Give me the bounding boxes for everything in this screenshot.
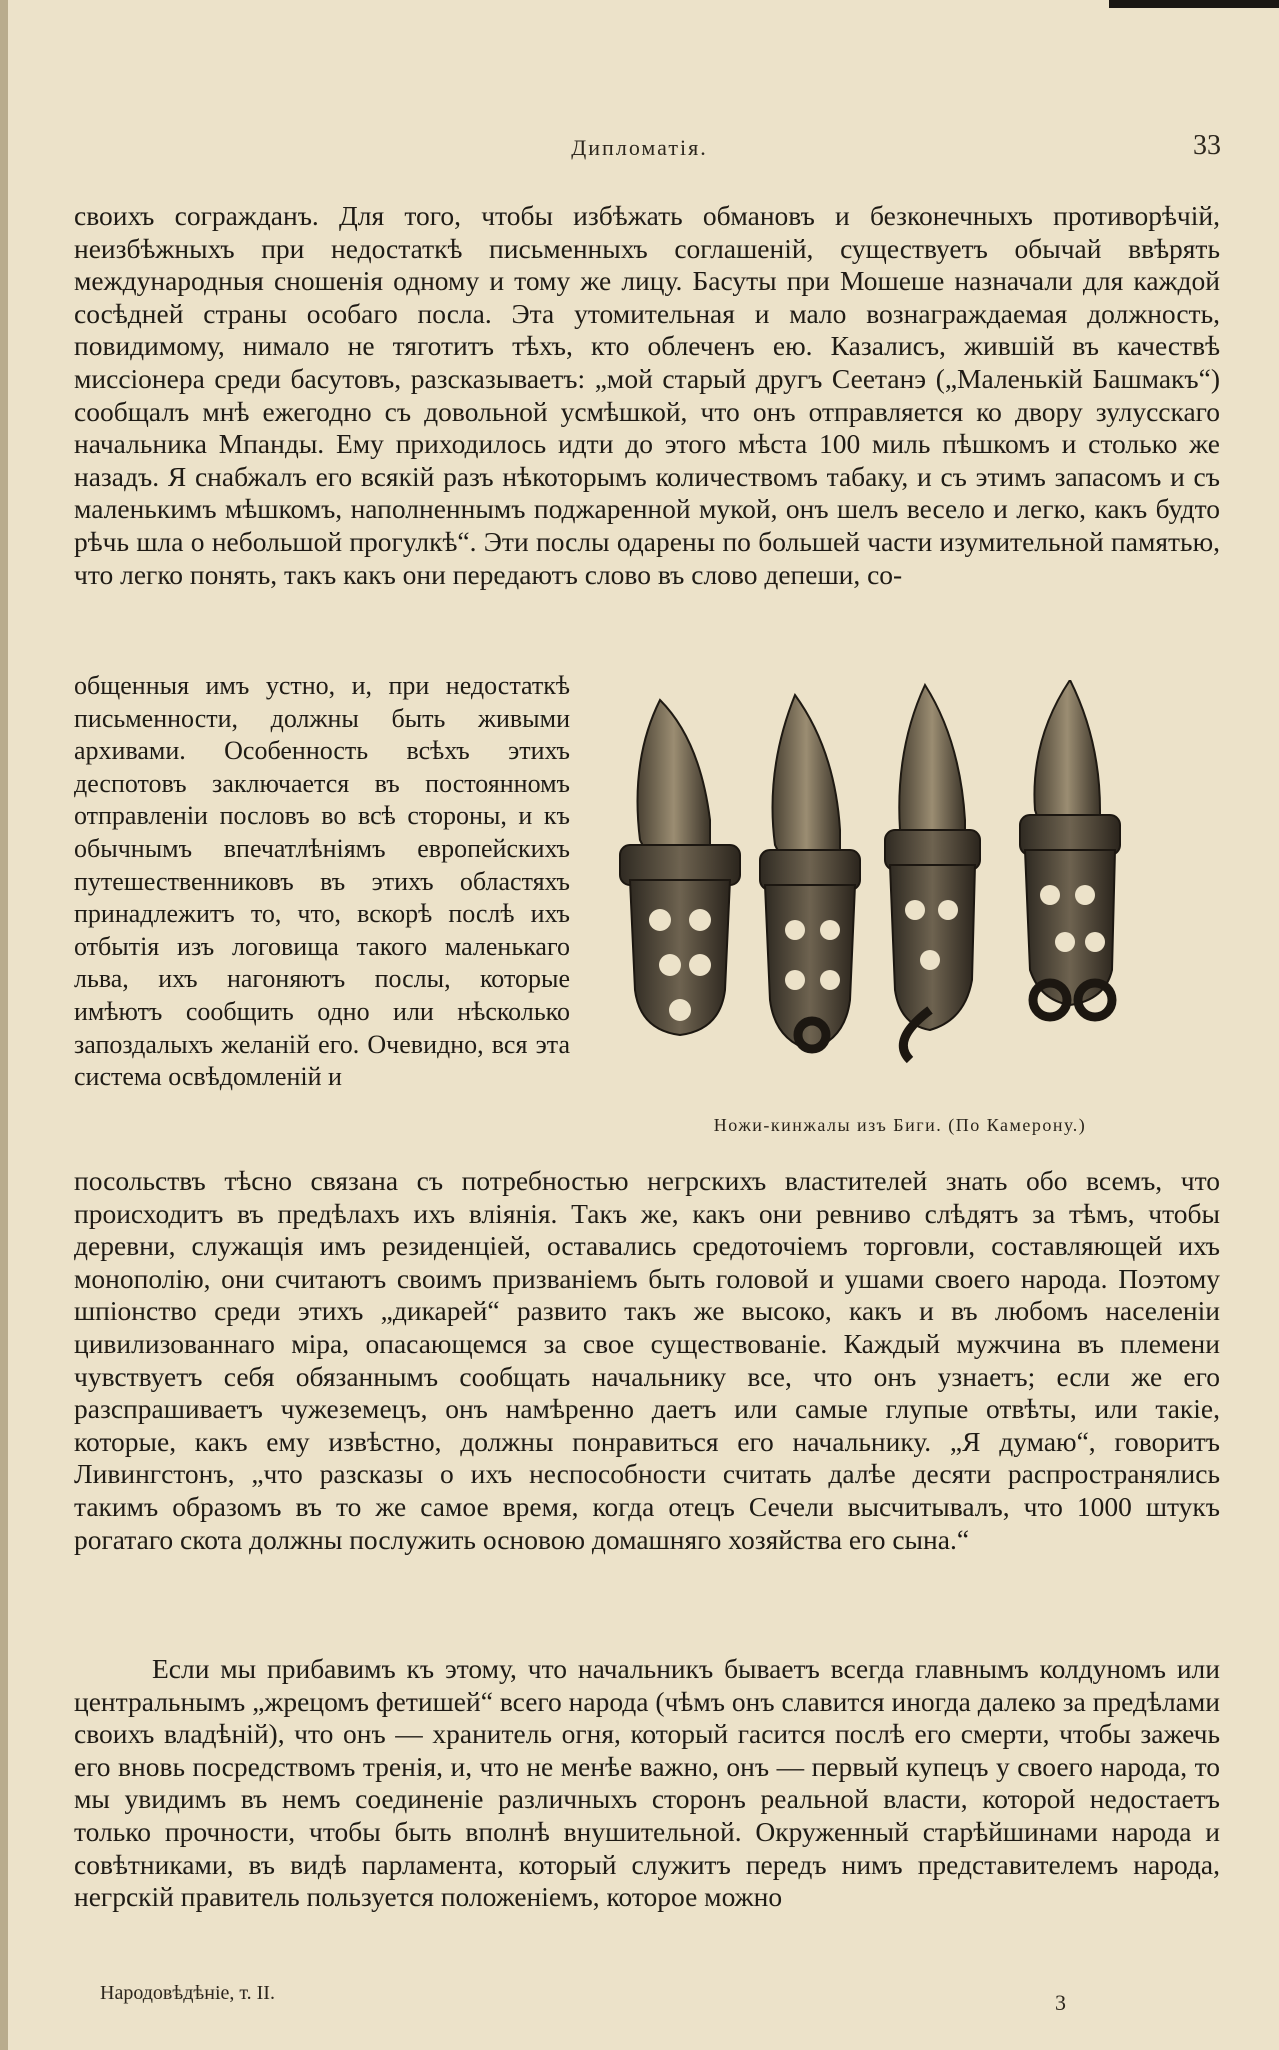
daggers-illustration [600,680,1200,1120]
paragraph-last: Если мы прибавимъ къ этому, что начальникъ бываетъ всегда главнымъ колдуномъ или центральнымъ „жрецомъ фетишей“ всего народа (чѣмъ онъ славится иногда далеко за предѣлами своихъ владѣній), что онъ — хранитель огня, который гасится послѣ его смерти, чтобы зажечь его вновь посредствомъ тренія, и, что не менѣе важно, онъ — первый купецъ у своего народа, то мы увидимъ въ немъ соединеніе различныхъ сторонъ реальной власти, которой недостаетъ только прочности, чтобы быть вполнѣ внушительной. Окруженный старѣйшинами народа и совѣтниками, въ видѣ парламента, который служитъ передъ нимъ представителемъ народа, негрскій правитель пользуется положеніемъ, которое можно [74,1653,1220,1913]
running-header-title: Дипломатія. [571,135,708,160]
page-edge-top [1109,0,1279,8]
figure-caption: Ножи-кинжалы изъ Биги. (По Камерону.) [713,1115,1087,1135]
page-edge-left [0,0,8,2050]
dagger-3 [885,685,980,1060]
paragraph-top: своихъ согражданъ. Для того, чтобы избѣжать обмановъ и безконечныхъ противорѣчій, неизбѣжныхъ при недостаткѣ письменныхъ соглашеній, существуетъ обычай ввѣрять международныя сношенія одному и тому же лицу. Басуты при Мошеше назначали для каждой сосѣдней страны особаго посла. Эта утомительная и мало вознаграждаемая должность, повидимому, нимало не тяготитъ тѣхъ, кто облеченъ ею. Казалисъ, жившій въ качествѣ миссіонера среди басутовъ, разсказываетъ: „мой старый другъ Сеетанэ („Маленькій Башмакъ“) сообщалъ мнѣ ежегодно съ довольной усмѣшкой, что онъ отправляется ко двору зулусскаго начальника Мпанды. Ему приходилось идти до этого мѣста 100 миль пѣшкомъ и столько же назадъ. Я снабжалъ его всякій разъ нѣкоторымъ количествомъ табаку, и съ этимъ запасомъ и съ маленькимъ мѣшкомъ, наполненнымъ поджаренной мукой, онъ шелъ весело и легко, какъ будто рѣчь шла о небольшой прогулкѣ“. Эти послы одарены по большей части изумительной памятью, что легко понять, такъ какъ они передаютъ слово въ слово депеши, со- [74,200,1220,590]
page-number: 33 [1193,130,1221,161]
paragraph-left-column: общенныя имъ устно, и, при недостаткѣ письменности, должны быть живыми архивами. Особенность всѣхъ этихъ деспотовъ заключается въ постоянномъ отправленіи пословъ во всѣ стороны, и къ обычнымъ впечатлѣніямъ европейскихъ путешественниковъ въ этихъ областяхъ принадлежитъ то, что, вскорѣ послѣ ихъ отбытія изъ логовища такого маленькаго льва, ихъ нагоняютъ послы, которые имѣютъ сообщить одно или нѣсколько запоздалыхъ желаній его. Очевидно, вся эта система освѣдомленій и [74,671,570,1092]
footer-source: Народовѣдѣніе, т. II. [100,1982,275,2004]
paragraph-bottom: посольствъ тѣсно связана съ потребностью негрскихъ властителей знать обо всемъ, что происходитъ въ предѣлахъ ихъ вліянія. Такъ же, какъ они ревниво слѣдятъ за тѣмъ, чтобы деревни, служащія имъ резиденціей, оставались средоточіемъ торговли, составляющей ихъ монополію, они считаютъ своимъ призваніемъ быть головой и ушами своего народа. Поэтому шпіонство среди этихъ „дикарей“ развито такъ же высоко, какъ и въ любомъ населеніи цивилизованнаго міра, опасающемся за свое существованіе. Каждый мужчина въ племени чувствуетъ себя обязаннымъ сообщать начальнику все, что онъ узнаетъ; если же его разспрашиваетъ чужеземецъ, онъ намѣренно даетъ или самые глупые отвѣты, или такіе, которые, какъ ему извѣстно, должны понравиться его начальнику. „Я думаю“, говоритъ Ливингстонъ, „что разсказы о ихъ неспособности считать далѣе десяти распространялись такимъ образомъ въ то же самое время, когда отецъ Сечели высчитывалъ, что 1000 штукъ рогатаго скота должны послужить основою домашняго хозяйства его сына.“ [74,1165,1220,1555]
dagger-2 [760,695,860,1050]
dagger-4 [1020,680,1120,1017]
footer-signature-number: 3 [1055,1990,1066,2015]
four-daggers-engraving-icon [600,680,1200,1120]
dagger-1 [620,700,740,1035]
